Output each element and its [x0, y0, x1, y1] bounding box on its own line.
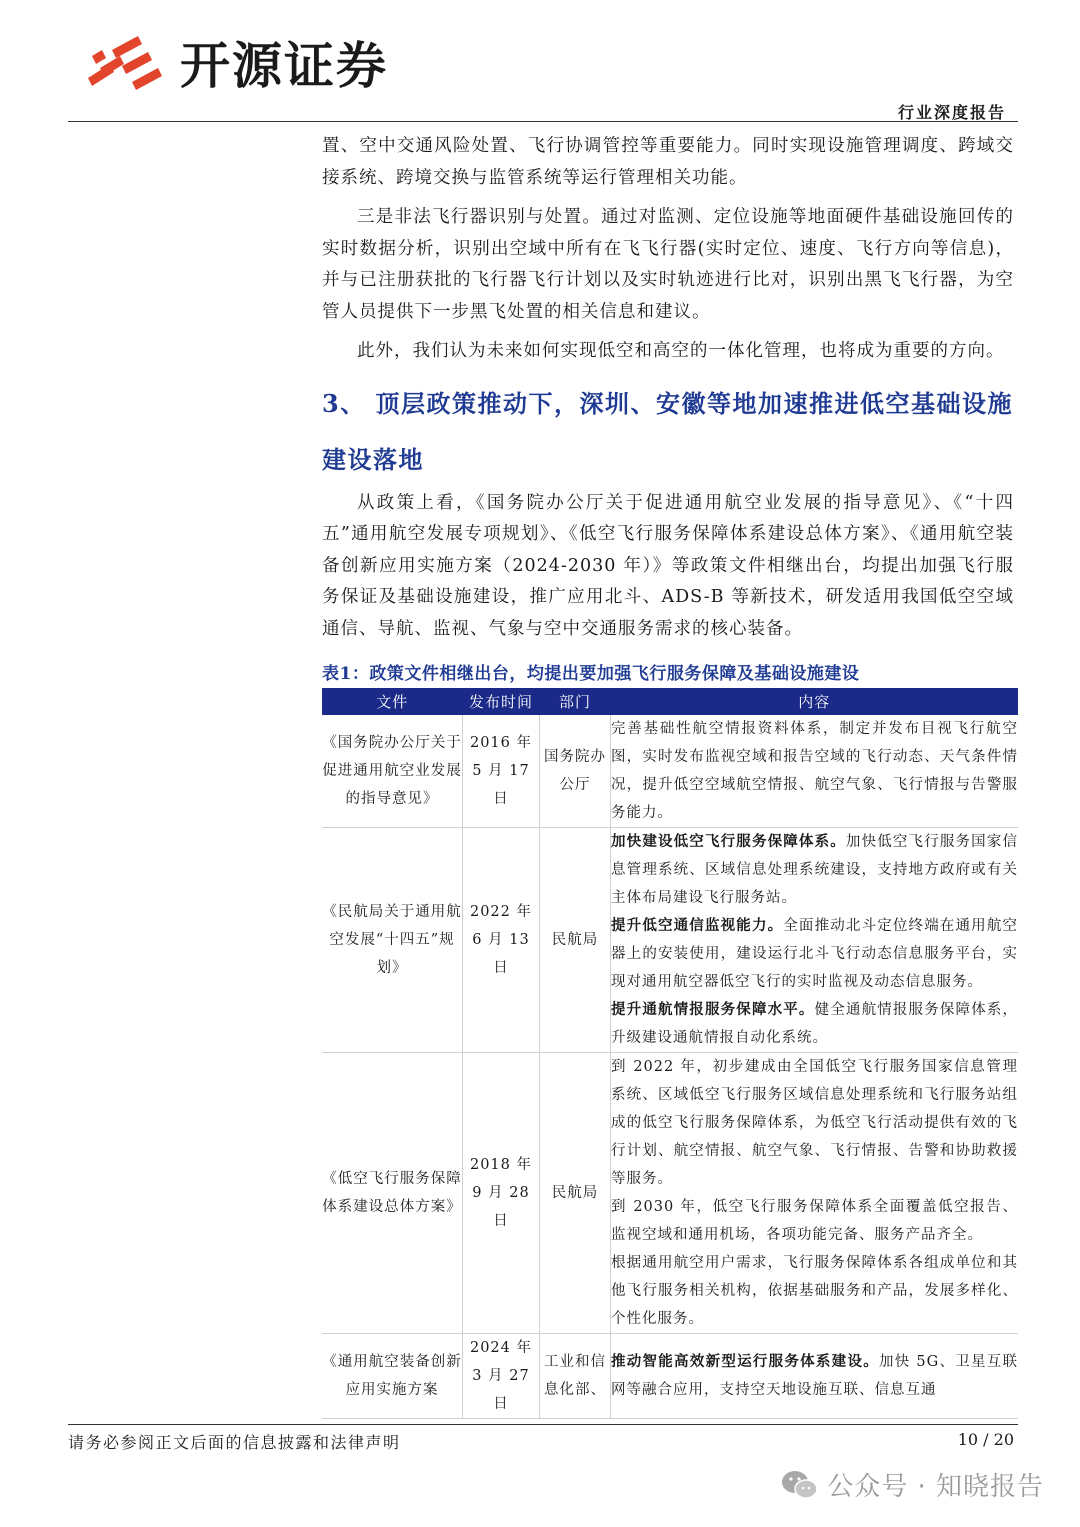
paragraph: 从政策上看，《国务院办公厅关于促进通用航空业发展的指导意见》、《“十四五”通用航空发展专项规划》、《低空飞行服务保障体系建设总体方案》、《通用航空装备创新应用实施方案（2024-2030 年）》等政策文件相继出台，均提出加强飞行服务保证及基础设施建设，推广应用北斗、ADS-B 等新技术，研发适用我国低空空域通信、导航、监视、气象与空中交通服务需求的核心装备。 [322, 492, 1014, 639]
wechat-icon [781, 1469, 819, 1501]
department-cell: 工业和信息化部、 [540, 1334, 611, 1419]
content-cell [611, 715, 1019, 828]
table-header-row [322, 688, 1018, 715]
content-point: 加快建设低空飞行服务保障体系。加快低空飞行服务国家信息管理系统、区域信息处理系统建设，支持地方政府或有关主体布局建设飞行服务站。 [611, 833, 1019, 906]
section-title-line: 建设落地 [322, 444, 424, 474]
content-cell [611, 1053, 1019, 1334]
document-cell: 《民航局关于通用航空发展“十四五”规划》 [322, 828, 463, 1053]
content-point: 到 2022 年，初步建成由全国低空飞行服务国家信息管理系统、区域低空飞行服务区域信息处理系统和飞行服务站组成的低空飞行服务保障体系，为低空飞行活动提供有效的飞行计划、航空情报、航空气象、飞行情报、告警和协助救援等服务。 [611, 1059, 1018, 1187]
policy-table [322, 688, 1018, 1419]
header-divider [68, 121, 1018, 122]
section-title-line: 3、 顶层政策推动下，深圳、安徽等地加速推进低空基础设施 [322, 388, 1014, 418]
table-row [322, 828, 1018, 1053]
department-cell: 民航局 [540, 828, 611, 1053]
table-row [322, 1053, 1018, 1334]
paragraph: 此外，我们认为未来如何实现低空和高空的一体化管理，也将成为重要的方向。 [357, 341, 1005, 361]
report-type-label: 行业深度报告 [897, 103, 1006, 122]
column-header: 文件 [322, 688, 463, 715]
department-cell: 国务院办公厅 [540, 715, 611, 828]
date-cell: 2024 年 3 月 27 日 [463, 1334, 540, 1419]
document-cell: 《通用航空装备创新应用实施方案 [322, 1334, 463, 1419]
column-header: 发布时间 [463, 688, 540, 715]
date-cell: 2022 年 6 月 13 日 [463, 828, 540, 1053]
brand-name: 开源证券 [180, 37, 388, 95]
watermark-text: 公众号 · 知晓报告 [827, 1472, 1044, 1502]
disclaimer-text: 请务必参阅正文后面的信息披露和法律声明 [68, 1433, 401, 1452]
brand-logo-icon [86, 34, 166, 94]
table-row [322, 715, 1018, 828]
section-title [322, 376, 1014, 488]
table-row [322, 1334, 1018, 1419]
paragraph: 置、空中交通风险处置、飞行协调管控等重要能力。同时实现设施管理调度、跨域交接系统、跨境交换与监管系统等运行管理相关功能。 [322, 136, 1014, 188]
content-point: 到 2030 年，低空飞行服务保障体系全面覆盖低空报告、监视空域和通用机场，各项功能完备、服务产品齐全。 [611, 1199, 1018, 1243]
date-cell: 2016 年 5 月 17 日 [463, 715, 540, 828]
content-point: 提升通航情报服务保障水平。健全通航情报服务保障体系，升级建设通航情报自动化系统。 [611, 1001, 1019, 1046]
content-cell [611, 828, 1019, 1053]
content-point: 完善基础性航空情报资料体系，制定并发布目视飞行航空图，实时发布监视空域和报告空域的飞行动态、天气条件情况，提升低空空域航空情报、航空气象、飞行情报与告警服务能力。 [611, 721, 1018, 821]
page-number: 10 / 20 [957, 1430, 1014, 1449]
department-cell: 民航局 [540, 1053, 611, 1334]
column-header: 内容 [611, 688, 1019, 715]
content-point: 根据通用航空用户需求，飞行服务保障体系各组成单位和其他飞行服务相关机构，依据基础服务和产品，发展多样化、个性化服务。 [611, 1255, 1018, 1327]
date-cell: 2018 年 9 月 28 日 [463, 1053, 540, 1334]
footer-divider [68, 1424, 1018, 1425]
content-cell [611, 1334, 1019, 1419]
document-cell: 《低空飞行服务保障体系建设总体方案》 [322, 1053, 463, 1334]
document-cell: 《国务院办公厅关于促进通用航空业发展的指导意见》 [322, 715, 463, 828]
column-header: 部门 [540, 688, 611, 715]
watermark [781, 1466, 1044, 1503]
report-body [322, 131, 1019, 1419]
table-caption: 表1：政策文件相继出台，均提出要加强飞行服务保障及基础设施建设 [322, 664, 860, 684]
paragraph: 三是非法飞行器识别与处置。通过对监测、定位设施等地面硬件基础设施回传的实时数据分析，识别出空域中所有在飞飞行器(实时定位、速度、飞行方向等信息)，并与已注册获批的飞行器飞行计划以及实时轨迹进行比对，识别出黑飞飞行器，为空管人员提供下一步黑飞处置的相关信息和建议。 [322, 207, 1014, 322]
content-point: 推动智能高效新型运行服务体系建设。加快 5G、卫星互联网等融合应用，支持空天地设施互联、信息互通 [611, 1353, 1019, 1398]
content-point: 提升低空通信监视能力。全面推动北斗定位终端在通用航空器上的安装使用，建设运行北斗飞行动态信息服务平台，实现对通用航空器低空飞行的实时监视及动态信息服务。 [611, 917, 1019, 990]
